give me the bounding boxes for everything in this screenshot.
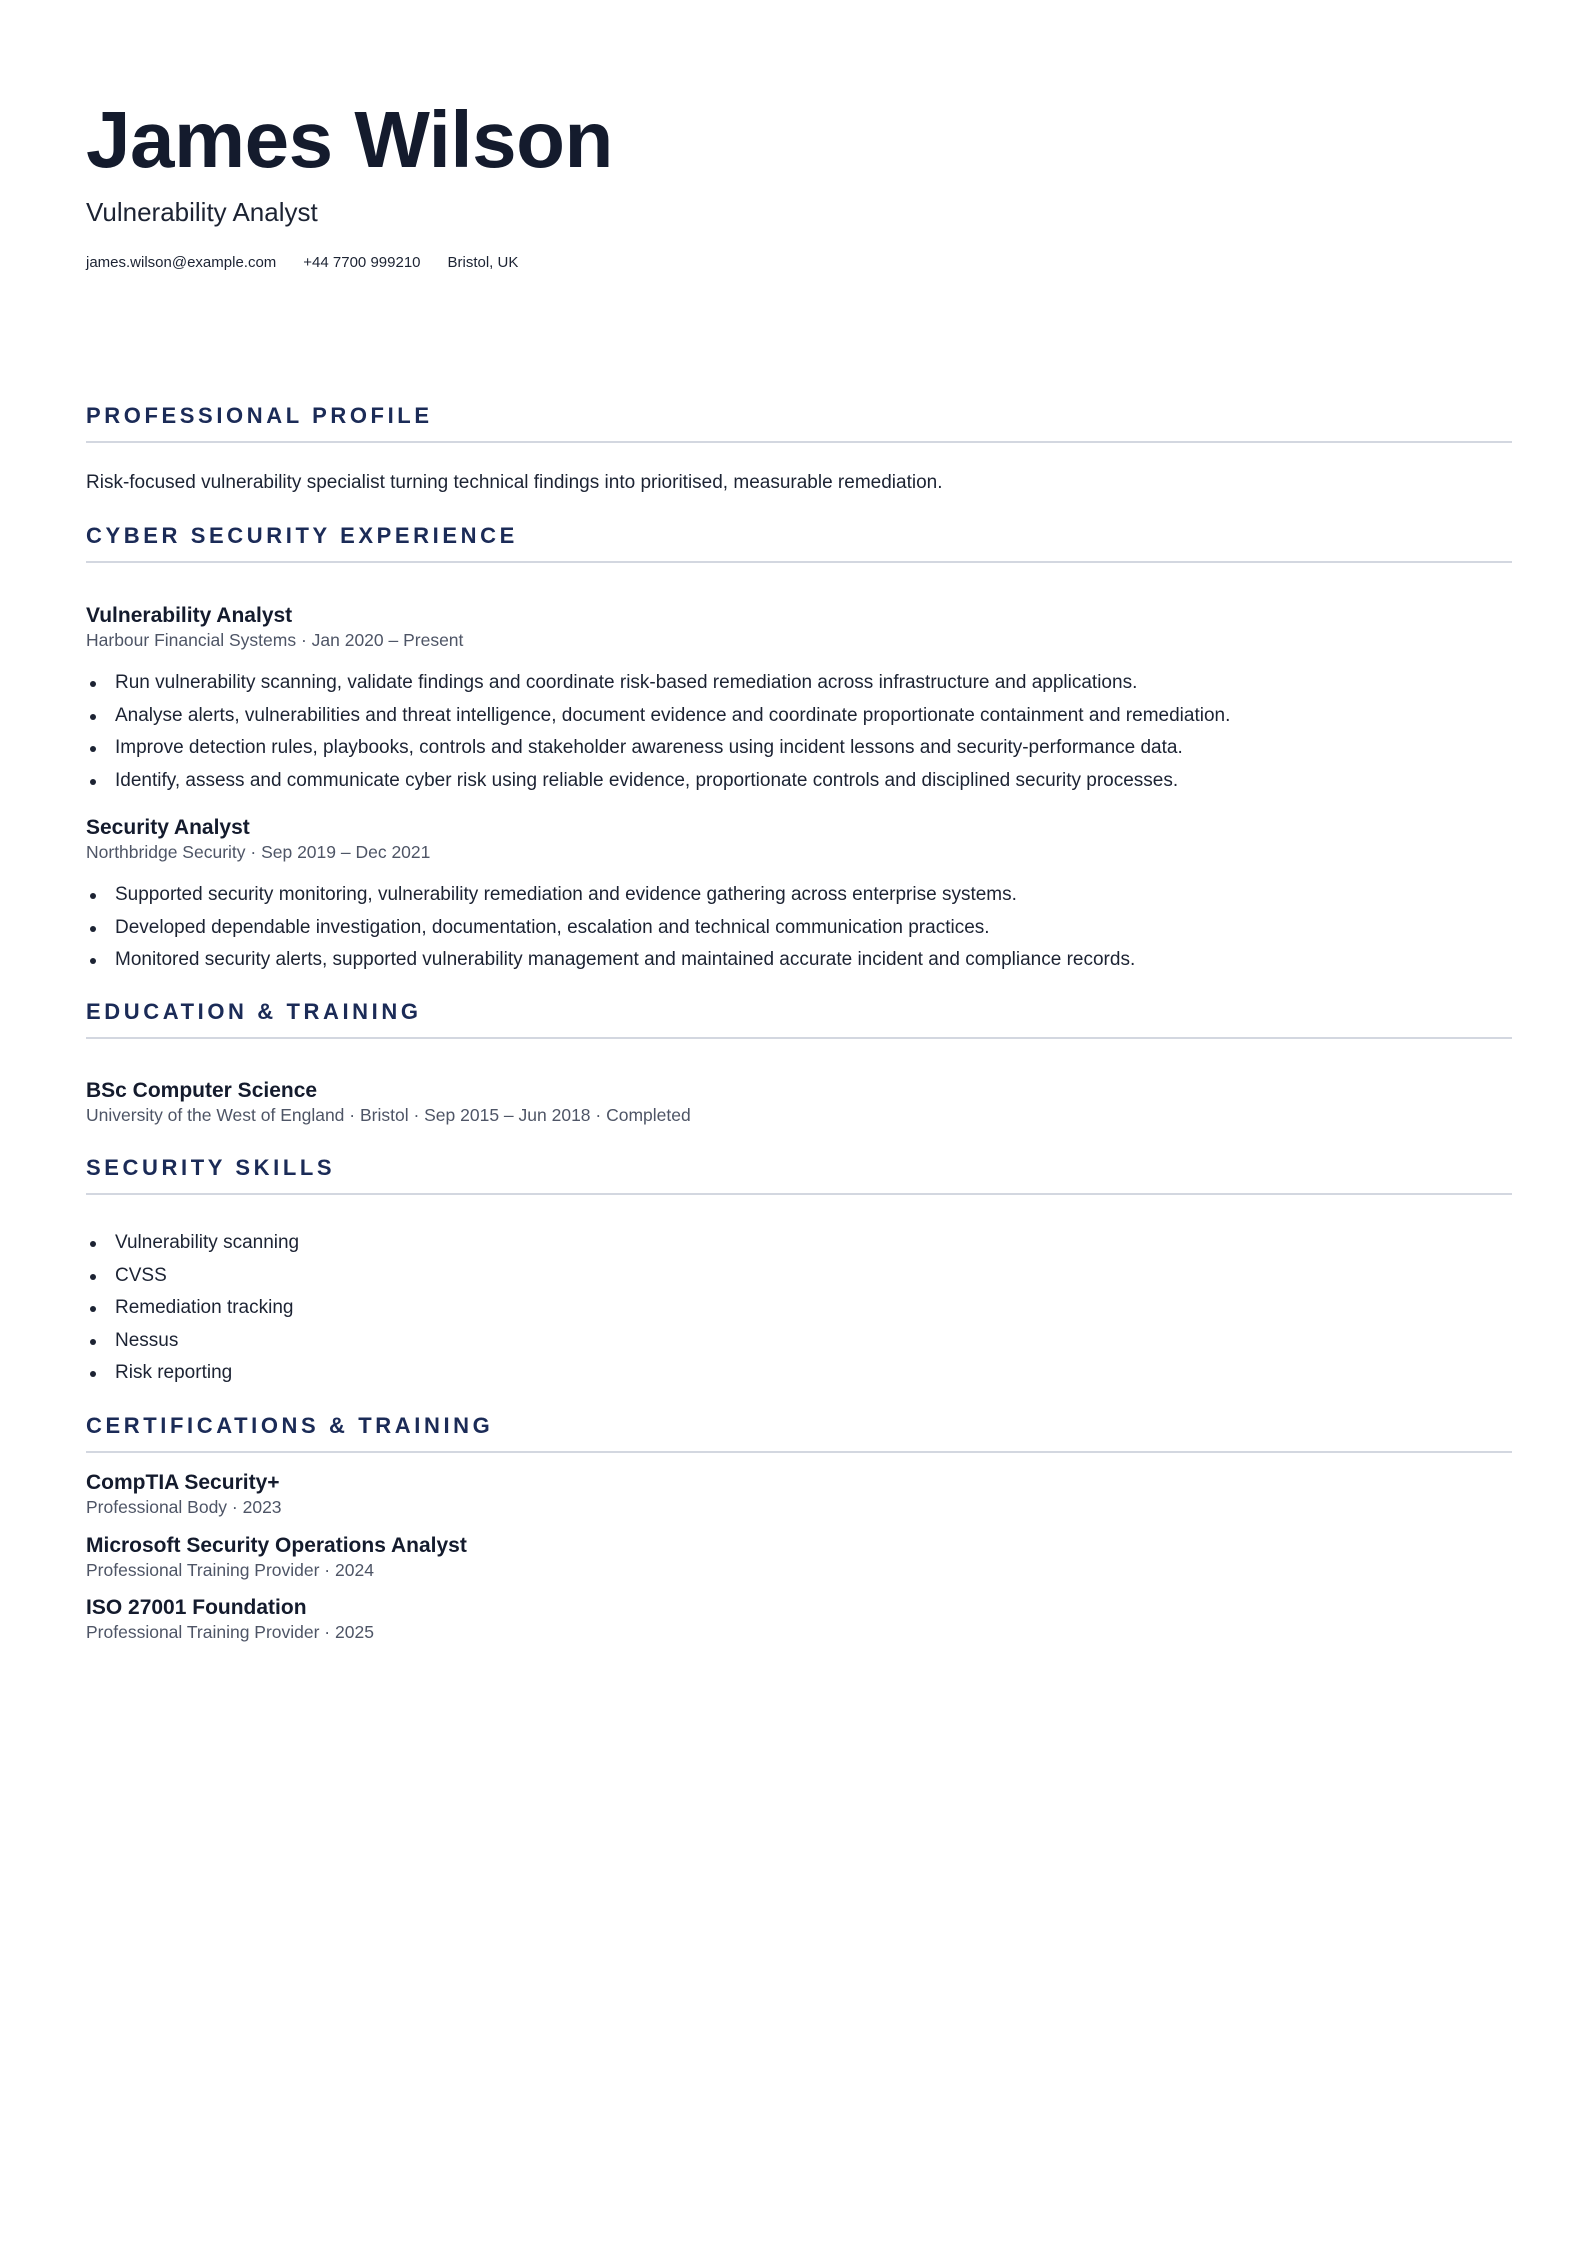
skills-list: [86, 1230, 1512, 1386]
contact-email[interactable]: james.wilson@example.com: [86, 254, 277, 271]
job-bullet: Identify, assess and communicate cyber risk using reliable evidence, proportionate controls and disciplined security processes.: [115, 768, 1512, 794]
job-bullet: Developed dependable investigation, documentation, escalation and technical communication practices.: [115, 915, 1512, 941]
skill-item: Risk reporting: [115, 1360, 1512, 1386]
job-title: Security Analyst: [86, 816, 250, 839]
job-bullet: Supported security monitoring, vulnerability remediation and evidence gathering across enterprise systems.: [115, 882, 1512, 908]
skill-item: CVSS: [115, 1263, 1512, 1289]
profile-summary: Risk-focused vulnerability specialist turning technical findings into prioritised, measurable remediation.: [86, 472, 943, 493]
job-title: Vulnerability Analyst: [86, 604, 293, 627]
section-education: [86, 998, 1512, 1039]
section-certifications: [86, 1412, 1512, 1453]
certification-meta: Professional Training Provider · 2025: [86, 1622, 374, 1642]
job-bullet: Improve detection rules, playbooks, controls and stakeholder awareness using incident lessons and security-performance data.: [115, 735, 1512, 761]
contact-location: Bristol, UK: [447, 254, 519, 271]
job-bullets: [86, 882, 1512, 973]
job-bullet: Monitored security alerts, supported vulnerability management and maintained accurate incident and compliance records.: [115, 947, 1512, 973]
job-entry: [86, 603, 1512, 800]
section-title-certifications: CERTIFICATIONS & TRAINING: [86, 1413, 494, 1438]
skill-item: Nessus: [115, 1328, 1512, 1354]
job-meta: Harbour Financial Systems · Jan 2020 – Present: [86, 630, 464, 650]
contact-line: [86, 253, 518, 273]
certification-entry: [86, 1470, 1512, 1518]
section-divider: [86, 561, 1512, 563]
candidate-name: James Wilson: [86, 95, 613, 184]
skills-list-wrapper: [86, 1230, 1512, 1393]
section-profile: [86, 402, 1512, 443]
section-divider: [86, 1451, 1512, 1453]
section-divider: [86, 1193, 1512, 1195]
job-entry: [86, 815, 1512, 980]
contact-phone[interactable]: +44 7700 999210: [303, 254, 421, 271]
section-experience: [86, 522, 1512, 563]
certification-name: CompTIA Security+: [86, 1471, 280, 1494]
candidate-role: Vulnerability Analyst: [86, 197, 318, 227]
section-title-education: EDUCATION & TRAINING: [86, 999, 422, 1024]
education-degree: BSc Computer Science: [86, 1079, 318, 1102]
skill-item: Vulnerability scanning: [115, 1230, 1512, 1256]
section-divider: [86, 441, 1512, 443]
certification-entry: [86, 1595, 1512, 1643]
job-meta: Northbridge Security · Sep 2019 – Dec 2021: [86, 842, 431, 862]
section-title-experience: CYBER SECURITY EXPERIENCE: [86, 523, 518, 548]
certification-name: Microsoft Security Operations Analyst: [86, 1534, 467, 1557]
section-skills: [86, 1154, 1512, 1195]
job-bullet: Run vulnerability scanning, validate findings and coordinate risk-based remediation across infrastructure and applications.: [115, 670, 1512, 696]
certification-meta: Professional Training Provider · 2024: [86, 1560, 374, 1580]
education-meta: University of the West of England · Bristol · Sep 2015 – Jun 2018 · Completed: [86, 1105, 691, 1125]
section-divider: [86, 1037, 1512, 1039]
skill-item: Remediation tracking: [115, 1295, 1512, 1321]
education-entry: [86, 1078, 1512, 1126]
job-bullets: [86, 670, 1512, 794]
job-bullet: Analyse alerts, vulnerabilities and threat intelligence, document evidence and coordinate proportionate containment and remediation.: [115, 703, 1512, 729]
section-title-skills: SECURITY SKILLS: [86, 1155, 336, 1180]
section-title-profile: PROFESSIONAL PROFILE: [86, 403, 433, 428]
certification-entry: [86, 1533, 1512, 1581]
certification-meta: Professional Body · 2023: [86, 1497, 282, 1517]
certification-name: ISO 27001 Foundation: [86, 1596, 307, 1619]
